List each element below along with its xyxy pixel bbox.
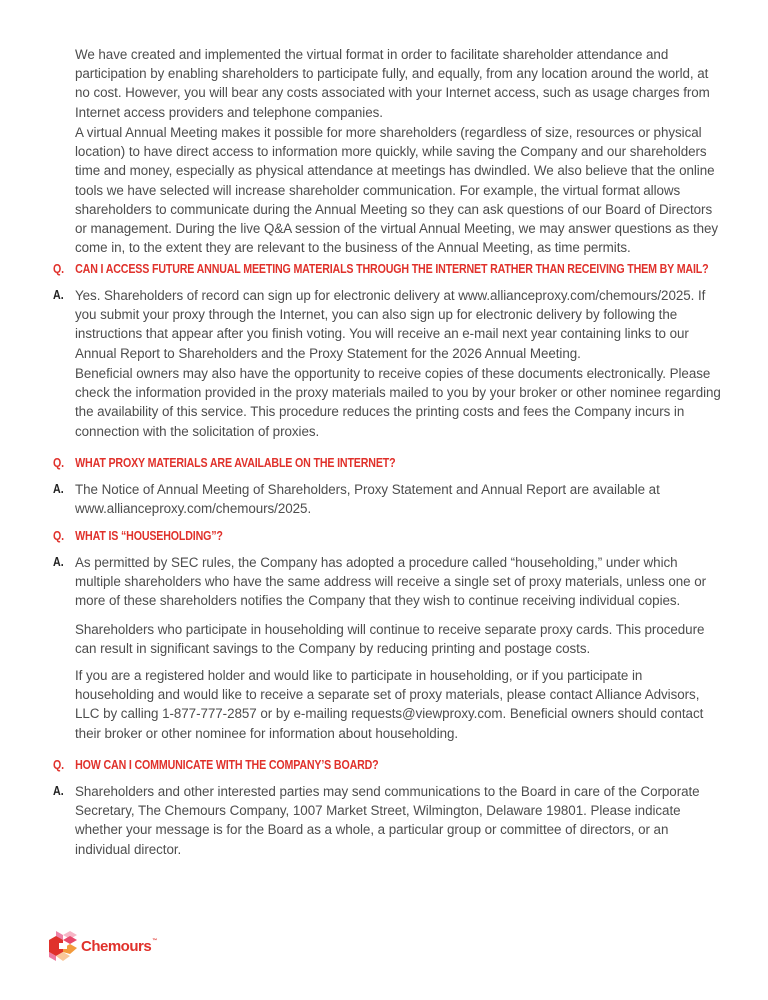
answer-label: A. <box>53 783 64 798</box>
intro-paragraph-1: We have created and implemented the virtual format in order to facilitate shareholder attendance and participation by enabling shareholders to participate fully, and equally, from any location around the world, at no cost. However, you will bear any costs associated with your Internet access, such as usage charges from Internet access providers and telephone companies. <box>75 47 710 120</box>
question-text: WHAT PROXY MATERIALS ARE AVAILABLE ON THE INTERNET? <box>75 455 396 470</box>
answer-paragraph: Shareholders who participate in householding will continue to receive separate proxy cards. This procedure can result in significant savings to the Company by reducing printing and postage costs. <box>75 622 705 657</box>
question-text: WHAT IS “HOUSEHOLDING”? <box>75 528 223 543</box>
question-label: Q. <box>53 528 64 543</box>
intro-paragraph-2: A virtual Annual Meeting makes it possible for more shareholders (regardless of size, resources or physical location) to have direct access to information more quickly, while saving the Company and our shareholders time and money, especially as physical attendance at meetings has dwindled. We also believe that the online tools we have selected will increase shareholder communication. For example, the virtual format allows shareholders to communicate during the Annual Meeting so they can ask questions of our Board of Directors or management. During the live Q&A session of the virtual Annual Meeting, we may answer questions as they come in, to the extent they are relevant to the business of the Annual Meeting, as time permits. <box>75 125 719 256</box>
question-label: Q. <box>53 455 64 470</box>
question-heading <box>53 261 709 276</box>
question-heading <box>53 455 619 470</box>
answer-label: A. <box>53 481 64 496</box>
answer-paragraph: If you are a registered holder and would like to participate in householding, or if you participate in householding and would like to receive a separate set of proxy materials, please contact Alliance Advisors, LLC by calling 1-877-777-2857 or by e-mailing requests@viewproxy.com. Beneficial owners should contact their broker or other nominee for information about householding. <box>75 668 704 741</box>
answer-label: A. <box>53 287 64 302</box>
chemours-logo-icon <box>49 930 77 962</box>
question-heading <box>53 528 619 543</box>
question-heading <box>53 757 619 772</box>
logo-wordmark: Chemours™ <box>81 937 157 955</box>
question-label: Q. <box>53 261 64 276</box>
answer-paragraph: The Notice of Annual Meeting of Shareholders, Proxy Statement and Annual Report are available at www.allianceproxy.com/chemours/2025. <box>75 482 660 517</box>
answer-label: A. <box>53 554 64 569</box>
answer-paragraph: As permitted by SEC rules, the Company has adopted a procedure called “householding,” under which multiple shareholders who have the same address will receive a single set of proxy materials, unless one or more of these shareholders notifies the Company that they wish to continue receiving individual copies. <box>75 555 707 609</box>
question-label: Q. <box>53 757 64 772</box>
answer-paragraph: Beneficial owners may also have the opportunity to receive copies of these documents electronically. Please check the information provided in the proxy materials mailed to you by your broker or other nominee regarding the availability of this service. This procedure reduces the printing costs and fees the Company incurs in connection with the solicitation of proxies. <box>75 366 721 439</box>
question-text: HOW CAN I COMMUNICATE WITH THE COMPANY’S BOARD? <box>75 757 379 772</box>
answer-paragraph: Shareholders and other interested parties may send communications to the Board in care of the Corporate Secretary, The Chemours Company, 1007 Market Street, Wilmington, Delaware 19801. Please indicate whether your message is for the Board as a whole, a particular group or committee of directors, or an individual director. <box>75 784 700 857</box>
question-text: CAN I ACCESS FUTURE ANNUAL MEETING MATERIALS THROUGH THE INTERNET RATHER THAN RECEIVING THEM BY MAIL? <box>75 261 709 276</box>
answer-paragraph: Yes. Shareholders of record can sign up for electronic delivery at www.allianceproxy.com/chemours/2025. If you submit your proxy through the Internet, you can also sign up for electronic delivery by following the instructions that appear after you finish voting. You will receive an e-mail next year containing links to our Annual Report to Shareholders and the Proxy Statement for the 2026 Annual Meeting. <box>75 288 706 361</box>
chemours-logo <box>49 930 157 962</box>
